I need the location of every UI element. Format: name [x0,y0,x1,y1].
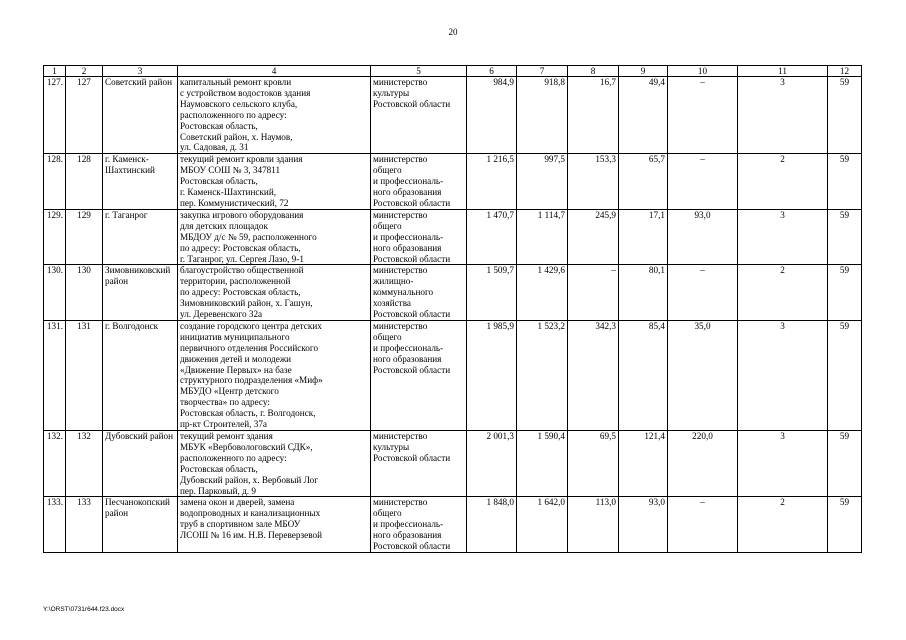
value-col-12: 59 [828,497,862,553]
municipality-cell: Дубовский район [103,431,178,497]
value-col-7: 1 114,7 [517,209,568,265]
item-number: 133 [66,497,103,553]
municipality-cell: г. Каменск- Шахтинский [103,154,178,210]
value-col-10: – [668,154,738,210]
value-col-7: 1 590,4 [517,431,568,497]
value-col-6: 1 985,9 [467,320,517,430]
value-col-10: – [668,265,738,321]
municipality-cell: Зимовниковский район [103,265,178,321]
column-number: 5 [371,66,467,77]
table-row [44,320,862,430]
value-col-11: 2 [738,154,828,210]
value-col-10: – [668,497,738,553]
column-number: 3 [103,66,178,77]
value-col-12: 59 [828,431,862,497]
value-col-10: 220,0 [668,431,738,497]
data-table [43,65,862,553]
value-col-7: 918,8 [517,77,568,154]
value-col-6: 1 848,0 [467,497,517,553]
value-col-9: 65,7 [619,154,668,210]
value-col-7: 1 642,0 [517,497,568,553]
column-number: 10 [668,66,738,77]
value-col-6: 1 216,5 [467,154,517,210]
page-number: 20 [448,27,458,37]
table-row [44,154,862,210]
value-col-9: 49,4 [619,77,668,154]
value-col-8: 16,7 [568,77,619,154]
value-col-11: 3 [738,77,828,154]
work-description-cell: замена окон и дверей, замена водопроводных и канализационных труб в спортивном зале МБОУ ЛСОШ № 16 им. Н.В. Переверзевой [178,497,371,553]
value-col-6: 2 001,3 [467,431,517,497]
value-col-12: 59 [828,154,862,210]
column-number: 4 [178,66,371,77]
value-col-8: 113,0 [568,497,619,553]
value-col-10: 93,0 [668,209,738,265]
row-number: 129. [44,209,66,265]
value-col-9: 80,1 [619,265,668,321]
value-col-10: – [668,77,738,154]
value-col-11: 3 [738,431,828,497]
value-col-12: 59 [828,265,862,321]
ministry-cell: министерство культуры Ростовской области [371,431,467,497]
work-description-cell: капитальный ремонт кровли с устройством водостоков здания Наумовского сельского клуба, расположенного по адресу: Ростовская область, Советский район, х. Наумов, ул. Садовая, д. 31 [178,77,371,154]
municipality-cell: Песчанокопский район [103,497,178,553]
municipality-cell: Советский район [103,77,178,154]
column-number: 11 [738,66,828,77]
value-col-12: 59 [828,320,862,430]
municipality-cell: г. Волгодонск [103,320,178,430]
value-col-9: 85,4 [619,320,668,430]
item-number: 128 [66,154,103,210]
value-col-8: 342,3 [568,320,619,430]
work-description-cell: благоустройство общественной территории, расположенной по адресу: Ростовская область, Зимовниковский район, х. Гашун, ул. Деревенского 32а [178,265,371,321]
value-col-8: – [568,265,619,321]
file-path-footer: Y:\ORST\0731r644.f23.docx [43,606,125,613]
column-number: 2 [66,66,103,77]
value-col-7: 1 429,6 [517,265,568,321]
value-col-8: 69,5 [568,431,619,497]
work-description-cell: закупка игрового оборудования для детских площадок МБДОУ д/с № 59, расположенного по адресу: Ростовская область, г. Таганрог, ул. Сергея Лазо, 9-1 [178,209,371,265]
value-col-12: 59 [828,209,862,265]
value-col-6: 984,9 [467,77,517,154]
row-number: 127. [44,77,66,154]
value-col-6: 1 509,7 [467,265,517,321]
ministry-cell: министерство жилищно- коммунального хозяйства Ростовской области [371,265,467,321]
column-number-row [44,66,862,77]
value-col-8: 245,9 [568,209,619,265]
item-number: 129 [66,209,103,265]
value-col-11: 3 [738,320,828,430]
row-number: 131. [44,320,66,430]
table-row [44,265,862,321]
column-number: 6 [467,66,517,77]
table-row [44,497,862,553]
value-col-9: 121,4 [619,431,668,497]
item-number: 131 [66,320,103,430]
value-col-7: 997,5 [517,154,568,210]
item-number: 130 [66,265,103,321]
municipality-cell: г. Таганрог [103,209,178,265]
column-number: 7 [517,66,568,77]
work-description-cell: текущий ремонт кровли здания МБОУ СОШ № 3, 347811 Ростовская область, г. Каменск-Шахтинский, пер. Коммунистический, 72 [178,154,371,210]
value-col-9: 93,0 [619,497,668,553]
table-row [44,431,862,497]
ministry-cell: министерство общего и профессиональ- ного образования Ростовской области [371,154,467,210]
row-number: 133. [44,497,66,553]
row-number: 128. [44,154,66,210]
column-number: 9 [619,66,668,77]
table-row [44,77,862,154]
value-col-6: 1 470,7 [467,209,517,265]
column-number: 8 [568,66,619,77]
value-col-11: 3 [738,209,828,265]
ministry-cell: министерство общего и профессиональ- ного образования Ростовской области [371,209,467,265]
ministry-cell: министерство общего и профессиональ- ного образования Ростовской области [371,497,467,553]
value-col-12: 59 [828,77,862,154]
ministry-cell: министерство культуры Ростовской области [371,77,467,154]
value-col-11: 2 [738,497,828,553]
value-col-7: 1 523,2 [517,320,568,430]
value-col-11: 2 [738,265,828,321]
column-number: 1 [44,66,66,77]
column-number: 12 [828,66,862,77]
work-description-cell: текущий ремонт здания МБУК «Вербовологовский СДК», расположенного по адресу: Ростовская область, Дубовский район, х. Вербовый Лог пер. Парковый, д. 9 [178,431,371,497]
row-number: 132. [44,431,66,497]
row-number: 130. [44,265,66,321]
ministry-cell: министерство общего и профессиональ- ного образования Ростовской области [371,320,467,430]
item-number: 132 [66,431,103,497]
value-col-9: 17,1 [619,209,668,265]
work-description-cell: создание городского центра детских инициатив муниципального первичного отделения Российского движения детей и молодежи «Движение Первых» на базе структурного подразделения «Миф» МБУДО «Центр детского творчества» по адресу: Ростовская область, г. Волгодонск, пр-кт Строителей, 37а [178,320,371,430]
table-row [44,209,862,265]
value-col-10: 35,0 [668,320,738,430]
value-col-8: 153,3 [568,154,619,210]
item-number: 127 [66,77,103,154]
